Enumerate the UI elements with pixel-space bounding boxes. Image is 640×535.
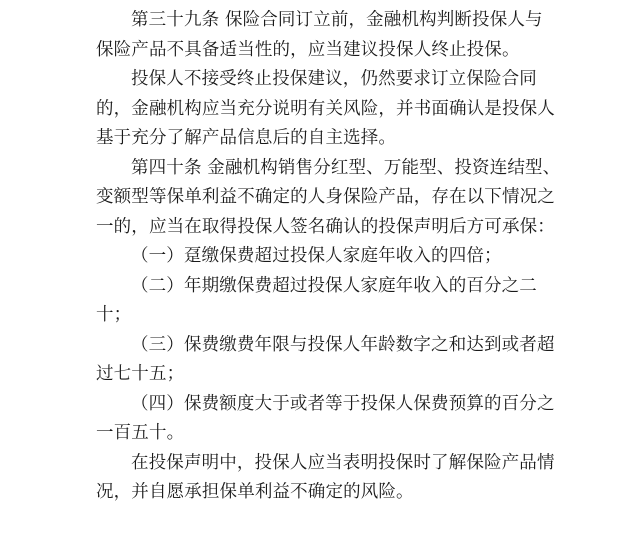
text-line: 保险产品不具备适当性的，应当建议投保人终止投保。 — [96, 39, 520, 60]
declaration-paragraph — [96, 449, 560, 508]
text-line: （三）保费缴费年限与投保人年龄数字之和达到或者超 — [131, 334, 555, 355]
clause-4-paragraph — [96, 390, 560, 449]
clause-1-paragraph — [96, 242, 560, 272]
text-line: 一的，应当在取得投保人签名确认的投保声明后方可承保： — [96, 216, 555, 237]
text-line: 投保人不接受终止投保建议，仍然要求订立保险合同 — [131, 69, 537, 89]
text-line: 的，金融机构应当充分说明有关风险，并书面确认是投保人 — [96, 98, 555, 119]
document-page — [0, 6, 640, 535]
text-line: 过七十五； — [96, 364, 185, 384]
text-line: 十； — [96, 305, 132, 325]
text-line: 第四十条 金融机构销售分红型、万能型、投资连结型、 — [131, 157, 561, 178]
text-line: 在投保声明中，投保人应当表明投保时了解保险产品情 — [131, 452, 555, 473]
text-line: 基于充分了解产品信息后的自主选择。 — [96, 128, 397, 148]
article-39-continuation-paragraph — [96, 65, 560, 154]
text-line: （一）趸缴保费超过投保人家庭年收入的四倍； — [131, 246, 502, 266]
clause-3-paragraph — [96, 331, 560, 390]
text-line: 第三十九条 保险合同订立前，金融机构判断投保人与 — [131, 10, 543, 30]
text-line: 变额型等保单利益不确定的人身保险产品，存在以下情况之 — [96, 187, 555, 207]
clause-2-paragraph — [96, 272, 560, 331]
article-39-paragraph — [96, 6, 560, 65]
text-line: 况，并自愿承担保单利益不确定的风险。 — [96, 482, 414, 502]
text-line: （二）年期缴保费超过投保人家庭年收入的百分之二 — [131, 275, 537, 296]
article-40-paragraph — [96, 154, 560, 243]
text-line: （四）保费额度大于或者等于投保人保费预算的百分之 — [131, 393, 555, 414]
text-line: 一百五十。 — [96, 423, 185, 443]
